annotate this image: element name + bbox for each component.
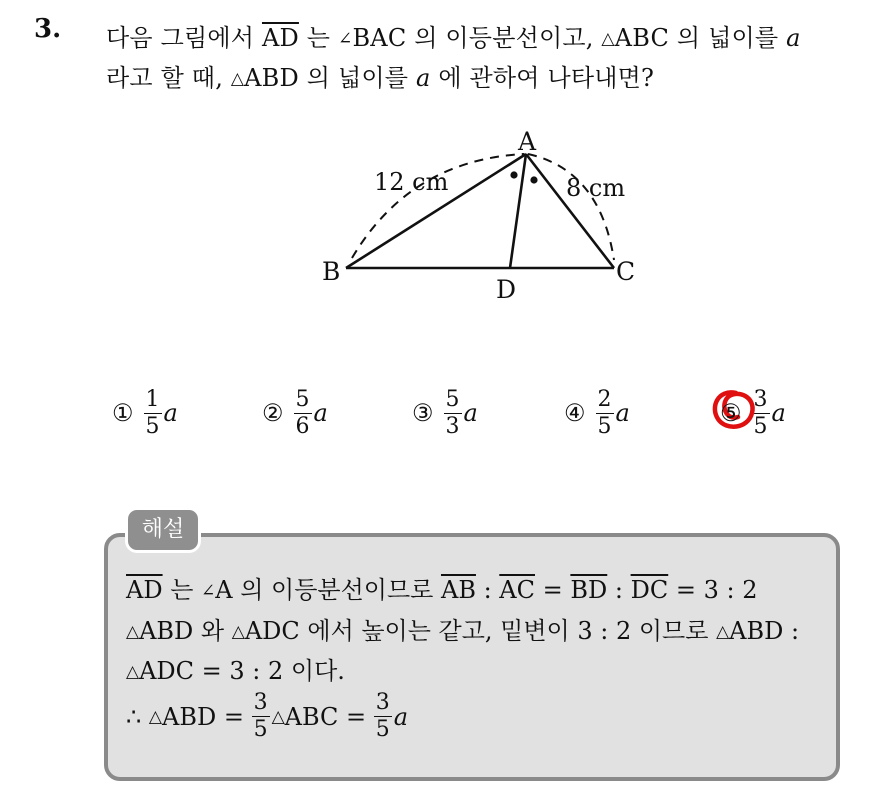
angle-dot-left (510, 171, 517, 178)
label-side-ab: 12 cm (374, 168, 449, 196)
question-text-line1 (106, 18, 801, 53)
triangle-symbol: △ (601, 29, 615, 49)
text-segment: ABD = (161, 702, 252, 731)
denominator: 5 (375, 717, 390, 742)
label-c: C (616, 257, 636, 286)
fraction (294, 387, 312, 440)
text-segment: = (535, 576, 571, 604)
text-segment: 다음 그림에서 (106, 24, 262, 52)
denominator: 5 (753, 413, 768, 439)
denominator: 3 (445, 413, 460, 439)
segment-ab: $\overline{AB}$ (440, 576, 476, 604)
arc-ac-dashed (528, 154, 614, 260)
variable-a: a (771, 399, 786, 427)
solution-badge: 해설 (128, 510, 198, 550)
therefore-symbol: ∴ (126, 702, 149, 731)
triangle-symbol: △ (126, 622, 140, 642)
numerator: 3 (753, 386, 768, 412)
choice-3[interactable] (412, 378, 478, 448)
triangle-symbol: △ (271, 706, 285, 727)
solution-line1 (126, 570, 757, 605)
variable-a: a (313, 399, 328, 427)
text-segment: ADC = 3 : 2 이다. (139, 657, 345, 685)
segment-dc: $\overline{DC}$ (630, 576, 669, 604)
variable-a: a (393, 702, 409, 731)
text-segment: ABC 의 넓이를 (614, 24, 787, 52)
angle-symbol: ∠ (201, 581, 216, 601)
choice-marker: ③ (412, 399, 434, 427)
triangle-symbol: △ (148, 706, 162, 727)
numerator: 5 (445, 386, 460, 412)
triangle-symbol: △ (716, 622, 730, 642)
label-a: A (518, 127, 537, 156)
segment-ad: $\overline{AD}$ (126, 576, 163, 604)
choice-marker: ② (262, 399, 284, 427)
text-segment: ABD 와 (139, 617, 232, 645)
text-segment: 는 (298, 24, 338, 52)
text-segment: ADC 에서 높이는 같고, 밑변이 3 : 2 이므로 (244, 617, 717, 645)
solution-line2 (126, 611, 799, 646)
variable-a: a (463, 399, 478, 427)
fraction (596, 387, 614, 440)
question-text-line2 (106, 58, 654, 93)
denominator: 5 (253, 717, 268, 742)
denominator: 6 (295, 413, 310, 439)
denominator: 5 (597, 413, 612, 439)
text-segment: ABD 의 넓이를 (244, 64, 416, 92)
choice-marker: ⑤ (720, 399, 742, 427)
choice-4[interactable] (564, 378, 630, 448)
fraction (444, 387, 462, 440)
fraction (144, 387, 162, 440)
label-b: B (322, 257, 341, 286)
bisector-ad (510, 154, 526, 268)
choice-2[interactable] (262, 378, 328, 448)
text-segment: : (607, 576, 631, 604)
angle-symbol: ∠ (338, 29, 353, 49)
numerator: 5 (295, 386, 310, 412)
variable-a: a (786, 24, 801, 52)
segment-ac: $\overline{AC}$ (499, 576, 535, 604)
numerator: 1 (145, 386, 160, 412)
text-segment: 는 (162, 576, 202, 604)
variable-a: a (415, 64, 431, 92)
solution-line4 (126, 690, 408, 743)
angle-dot-right (530, 176, 537, 183)
text-segment: = 3 : 2 (668, 576, 758, 604)
label-d: D (496, 275, 517, 304)
solution-line3 (126, 651, 345, 686)
triangle-symbol: △ (230, 69, 245, 89)
choice-marker: ① (112, 399, 134, 427)
side-ac (526, 154, 614, 268)
text-segment: : (475, 576, 500, 604)
text-segment: ABD : (729, 617, 800, 645)
text-segment: 라고 할 때, (106, 64, 231, 92)
numerator: 3 (253, 690, 268, 715)
numerator: 3 (375, 690, 390, 715)
fraction (374, 690, 392, 743)
question-number: 3. (34, 14, 62, 44)
choice-marker-selected (720, 399, 742, 427)
text-segment: ABC = (284, 702, 374, 731)
triangle-symbol: △ (231, 622, 245, 642)
choice-1[interactable] (112, 378, 178, 448)
segment-bd: $\overline{BD}$ (570, 576, 608, 604)
text-segment: 에 관하여 나타내면? (430, 64, 655, 92)
triangle-figure (300, 120, 660, 310)
denominator: 5 (145, 413, 160, 439)
variable-a: a (163, 399, 178, 427)
segment-ad: $\overline{AD}$ (261, 24, 299, 52)
choice-marker: ④ (564, 399, 586, 427)
choice-5[interactable] (720, 378, 786, 448)
numerator: 2 (597, 386, 612, 412)
fraction (252, 690, 270, 743)
variable-a: a (615, 399, 630, 427)
text-segment: BAC 의 이등분선이고, (352, 24, 602, 52)
triangle-symbol: △ (126, 662, 140, 682)
text-segment: A 의 이등분선이므로 (215, 576, 441, 604)
label-side-ac: 8 cm (566, 174, 626, 202)
